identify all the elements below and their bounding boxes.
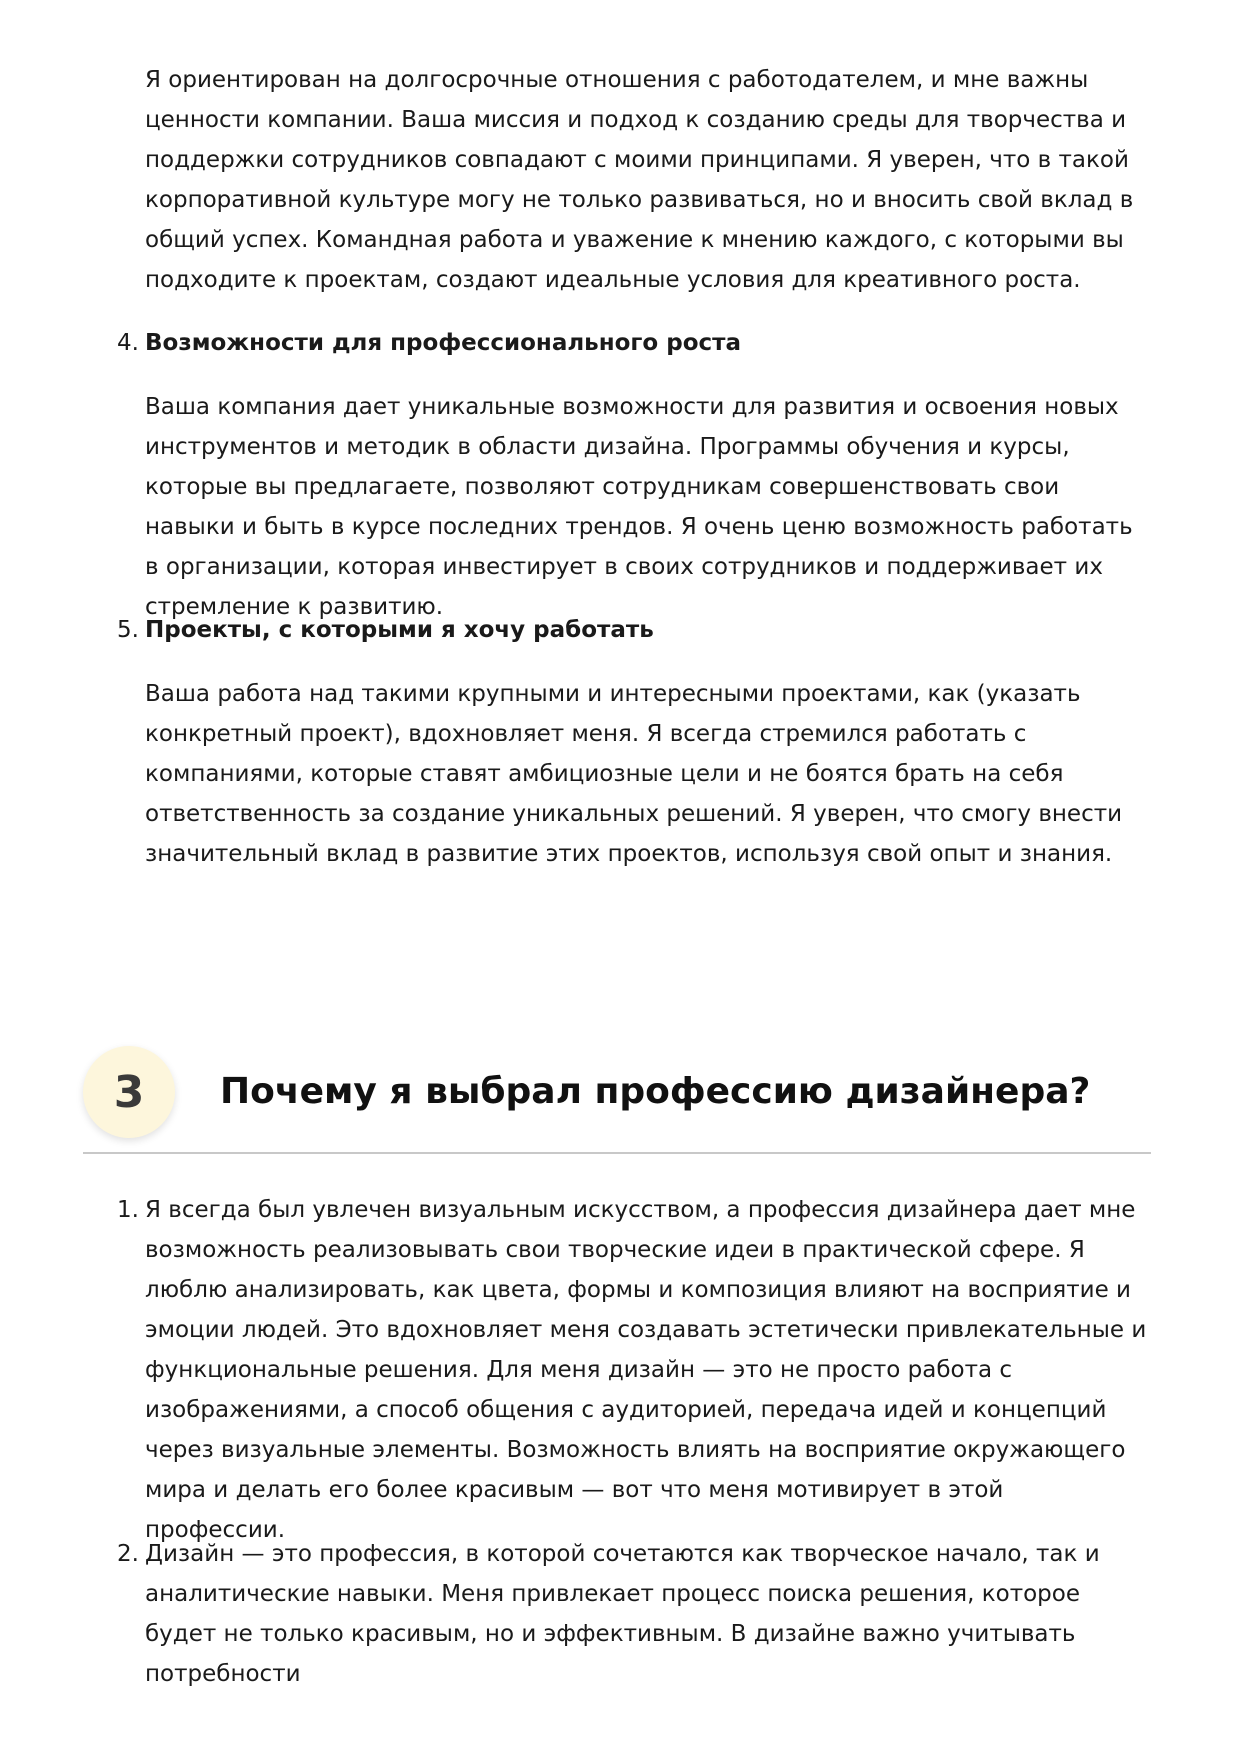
list-item-4 xyxy=(117,323,1150,363)
section-header xyxy=(83,1046,1151,1154)
list-item-text: Дизайн — это профессия, в которой сочетаются как творческое начало, так и аналитические навыки. Меня привлекает процесс поиска решения, которое будет не только красивым, но и эффективным. В дизайне важно учитывать потребности xyxy=(145,1541,1100,1687)
intro-paragraph: Я ориентирован на долгосрочные отношения с работодателем, и мне важны ценности компании. Ваша миссия и подход к созданию среды для творчества и поддержки сотрудников совпадают с моими принципами. Я уверен, что в такой корпоративной культуре могу не только развиваться, но и вносить свой вклад в общий успех. Командная работа и уважение к мнению каждого, с которыми вы подходите к проектам, создают идеальные условия для креативного роста. xyxy=(145,67,1134,293)
list-item-number: 2. xyxy=(117,1541,139,1567)
list-item-number: 1. xyxy=(117,1197,139,1223)
list-item-5 xyxy=(117,610,1150,650)
list-item-2 xyxy=(117,1534,1150,1694)
list-item-number: 5. xyxy=(117,617,139,643)
list-item-4-text: Ваша компания дает уникальные возможности для развития и освоения новых инструментов и методик в области дизайна. Программы обучения и курсы, которые вы предлагаете, позволяют сотрудникам совершенствовать свои навыки и быть в курсе последних трендов. Я очень ценю возможность работать в организации, которая инвестирует в своих сотрудников и поддерживает их стремление к развитию. xyxy=(145,394,1133,620)
list-item-title: Возможности для профессионального роста xyxy=(145,330,741,356)
list-item-text: Я всегда был увлечен визуальным искусством, а профессия дизайнера дает мне возможность реализовывать свои творческие идеи в практической сфере. Я люблю анализировать, как цвета, формы и композиция влияют на восприятие и эмоции людей. Это вдохновляет меня создавать эстетически привлекательные и функциональные решения. Для меня дизайн — это не просто работа с изображениями, а способ общения с аудиторией, передача идей и концепций через визуальные элементы. Возможность влиять на восприятие окружающего мира и делать его более красивым — вот что меня мотивирует в этой профессии. xyxy=(145,1197,1147,1543)
section-title: Почему я выбрал профессию дизайнера? xyxy=(220,1071,1091,1112)
list-item-title: Проекты, с которыми я хочу работать xyxy=(145,617,654,643)
list-item-number: 4. xyxy=(117,330,139,356)
list-item-1 xyxy=(117,1190,1150,1550)
section-number-badge: 3 xyxy=(83,1046,175,1138)
list-item-5-text: Ваша работа над такими крупными и интересными проектами, как (указать конкретный проект), вдохновляет меня. Я всегда стремился работать с компаниями, которые ставят амбициозные цели и не боятся брать на себя ответственность за создание уникальных решений. Я уверен, что смогу внести значительный вклад в развитие этих проектов, используя свой опыт и знания. xyxy=(145,681,1123,867)
section-divider xyxy=(83,1152,1151,1154)
